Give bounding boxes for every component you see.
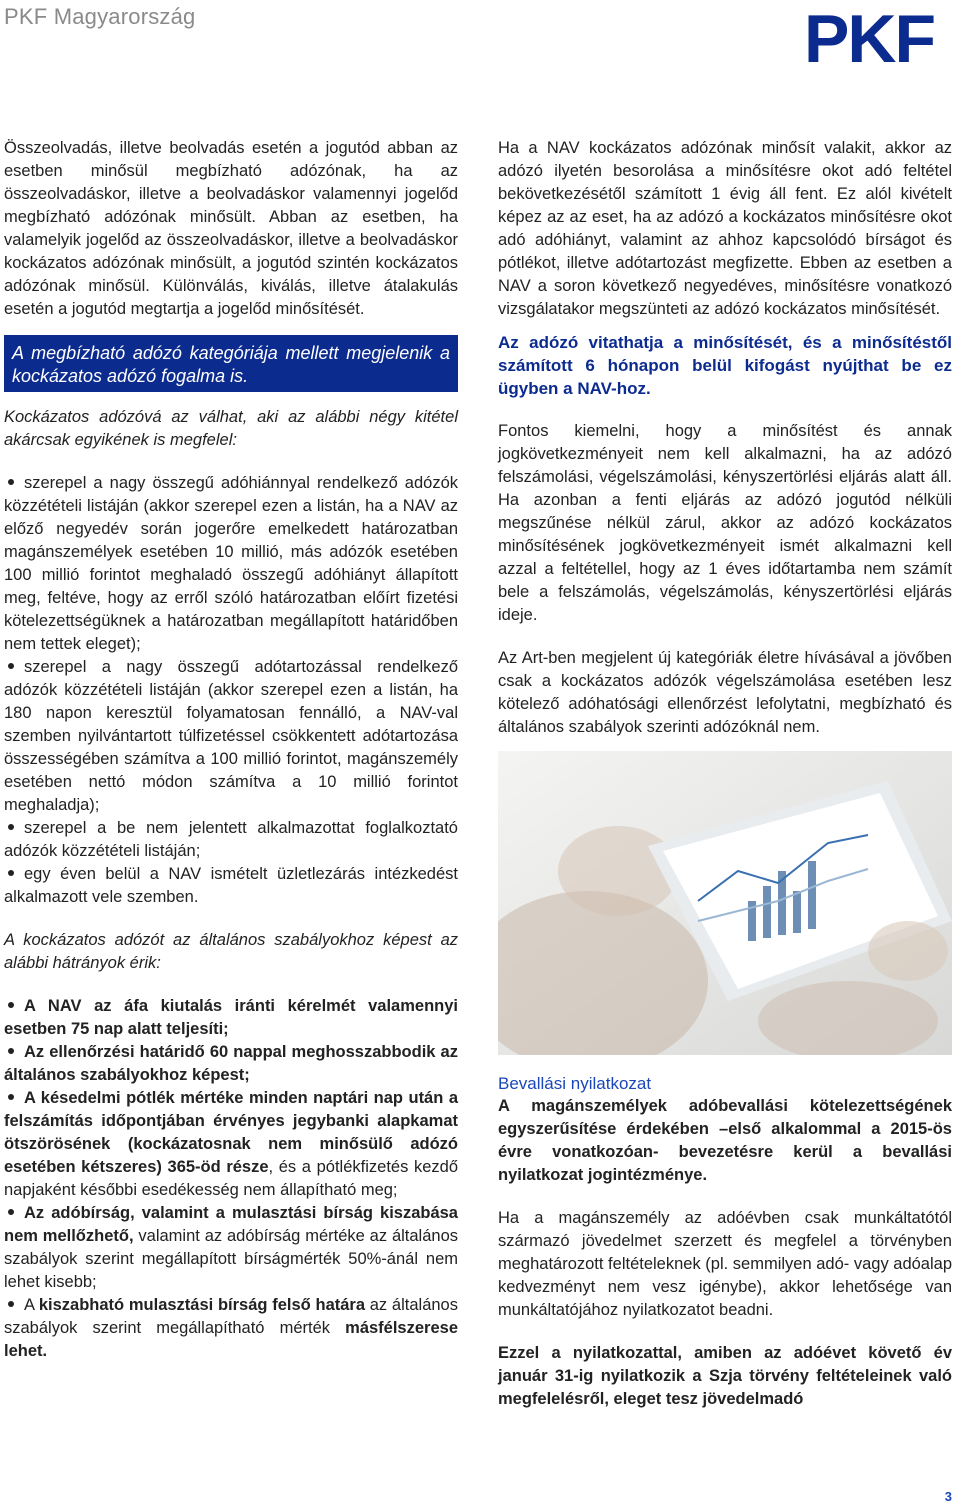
bullet-icon <box>8 1048 14 1054</box>
list-item: Az ellenőrzési határidő 60 nappal meghosszabbodik az általános szabályokhoz képest; <box>4 1043 458 1084</box>
bullet-icon <box>8 824 14 830</box>
paragraph-new-categories: Az Art-ben megjelent új kategóriák életre hívásával a jövőben csak a kockázatos adózók végelszámolása esetében lesz kötelező adóhatósági ellenőrzést lefolytatni, megbízható és általános szabályok szerinti adózóknál nem. <box>498 649 952 736</box>
bullet-icon <box>8 1094 14 1100</box>
paragraph-merger: Összeolvadás, illetve beolvadás esetén a jogutód abban az esetben minősül megbízható adózónak, ha az összeolvadáskor, illetve a beolvadáskor valamennyi jogelőd megbízható adózónak minősült. Abban az esetben, ha valamelyik jogelőd az összeolvadáskor, illetve a beolvadáskor kockázatos adózónak minősült, a jogutód szintén kockázatos adózónak minősül. Különválás, kiválás, illetve átalakulás esetén a jogutód megtartja a jogelőd minősítését. <box>4 139 458 318</box>
section-subheading: Bevallási nyilatkozat <box>498 1074 652 1093</box>
list-item: A NAV az áfa kiutalás iránti kérelmét valamennyi esetben 75 nap alatt teljesíti; <box>4 997 458 1038</box>
left-column <box>4 137 458 1363</box>
list-item: egy éven belül a NAV ismételt üzletlezárás intézkedést alkalmazott vele szemben. <box>4 865 458 906</box>
pkf-logo <box>804 4 952 68</box>
page-number: 3 <box>944 1489 952 1504</box>
list-item: A késedelmi pótlék mértéke minden naptári nap után a felszámítás időpontjában érvényes jegybanki alapkamat ötszörösének (kockázatosnak nem minősülő adózó esetében kétszeres) 365-öd része, és a pótlékfizetés kezdő napjaként későbbi esedékesség nem állapítható meg; <box>4 1089 458 1199</box>
right-column <box>498 137 952 1411</box>
list-item: szerepel a nagy összegű adóhiánnyal rendelkező adózók közzétételi listáján (akkor szerepel ezen a listán, ha a NAV az előző negyedév során jogerőre emelkedett határozatban magánszemélyek esetében 10 millió, más adózók esetében 100 millió forintot meghaladó összegű adóhiányt állapított meg, feltéve, hogy az erről szóló határozatban előírt fizetési kötelezettségüknek a határozatban megállapított határidőben nem tettek eleget); <box>4 474 458 653</box>
svg-text:PKF: PKF <box>804 4 934 68</box>
list-item: szerepel a be nem jelentett alkalmazottat foglalkoztató adózók közzétételi listáján; <box>4 819 458 860</box>
bullet-icon <box>8 870 14 876</box>
bullet-icon <box>8 1209 14 1215</box>
list-item: szerepel a nagy összegű adótartozással rendelkező adózók közzétételi listáján (akkor szerepel ezen a listán, ha 180 napon keresztül folyamatosan fennálló, a NAV-val szemben nyilvántartott túlfizetéssel csökkentett adótartozása összességében számítva a 100 millió forintot, magánszemély esetében nettó módon számítva a 10 millió forintot meghaladja); <box>4 658 458 814</box>
paragraph-risky-intro: Kockázatos adózóvá az válhat, aki az alábbi négy kitétel akárcsak egyikének is megfelel: <box>4 408 458 449</box>
header-title: PKF Magyarország <box>4 4 196 29</box>
paragraph-risky-duration: Ha a NAV kockázatos adózónak minősít valakit, akkor az adózó ilyetén besorolása a minősítésre okot adó feltétel bekövetkezésétől számított 1 évig áll fent. Ez alól kivételt képez az az eset, ha az adózó a kockázatos minősítésre okot adó adóhiányt, valamint az ahhoz kapcsolódó bírságot és pótlékot, illetve adótartozást megfizette. Ebben az esetben a NAV a soron következő negyedéves, minősítésre vonatkozó vizsgálatakor megszünteti az adózó kockázatos minősítését. <box>498 139 952 318</box>
bullet-icon <box>8 1301 14 1307</box>
list-item: Az adóbírság, valamint a mulasztási bírság kiszabása nem mellőzhető, valamint az adóbírság mértéke az általános szabályok szerint megállapított bírságmérték 50%-ánál nem lehet kisebb; <box>4 1204 458 1291</box>
tablet-photo <box>498 751 952 1055</box>
paragraph-liquidation: Fontos kiemelni, hogy a minősítést és annak jogkövetkezményeit nem kell alkalmazni, ha az adózó felszámolási, végelszámolási, kényszertörlési eljárás alatt áll. Ha azonban a fenti eljárás az adózó jogutód nélküli megszűnése nélkül zárul, akkor az adózó kockázatos minősítésének jogkövetkezményeit ismét alkalmazni kell azzal a feltétellel, hogy az 1 éves időtartamba nem számít bele a felszámolás, végelszámolás, kényszertörlési eljárás ideje. <box>498 422 952 624</box>
list-item: A kiszabható mulasztási bírság felső határa az általános szabályok szerint megállapítható mérték másfélszerese lehet. <box>4 1296 458 1360</box>
disadvantages-list <box>4 995 458 1363</box>
criteria-list <box>4 472 458 909</box>
paragraph-declaration-conditions: Ha a magánszemély az adóévben csak munkáltatótól származó jövedelmet szerzett és megfelel a törvényben meghatározott feltételeknek (pl. semmilyen adó- vagy adóalap kedvezményt nem vesz igénybe), akkor lehetősége van munkáltatójához nyilatkozatot beadni. <box>498 1209 952 1319</box>
paragraph-disadvantages-intro: A kockázatos adózót az általános szabályokhoz képest az alábbi hátrányok érik: <box>4 931 458 972</box>
bullet-icon <box>8 479 14 485</box>
highlight-appeal: Az adózó vitathatja a minősítését, és a minősítéstől számított 6 hónapon belül kifogást nyújthat be ez ügyben a NAV-hoz. <box>498 333 952 398</box>
paragraph-declaration-effect: Ezzel a nyilatkozattal, amiben az adóévet követő év január 31-ig nyilatkozik a Szja törvény feltételeinek való megfelelésről, eleget tesz jövedelmadó <box>498 1344 952 1408</box>
bullet-icon <box>8 1002 14 1008</box>
paragraph-declaration-bold: A magánszemélyek adóbevallási kötelezettségének egyszerűsítése érdekében –első alkalommal a 2015-ös évre vonatkozóan- bevezetésre kerül a bevallási nyilatkozat jogintézménye. <box>498 1097 952 1184</box>
bullet-icon <box>8 663 14 669</box>
callout-box: A megbízható adózó kategóriája mellett megjelenik a kockázatos adózó fogalma is. <box>4 335 458 392</box>
